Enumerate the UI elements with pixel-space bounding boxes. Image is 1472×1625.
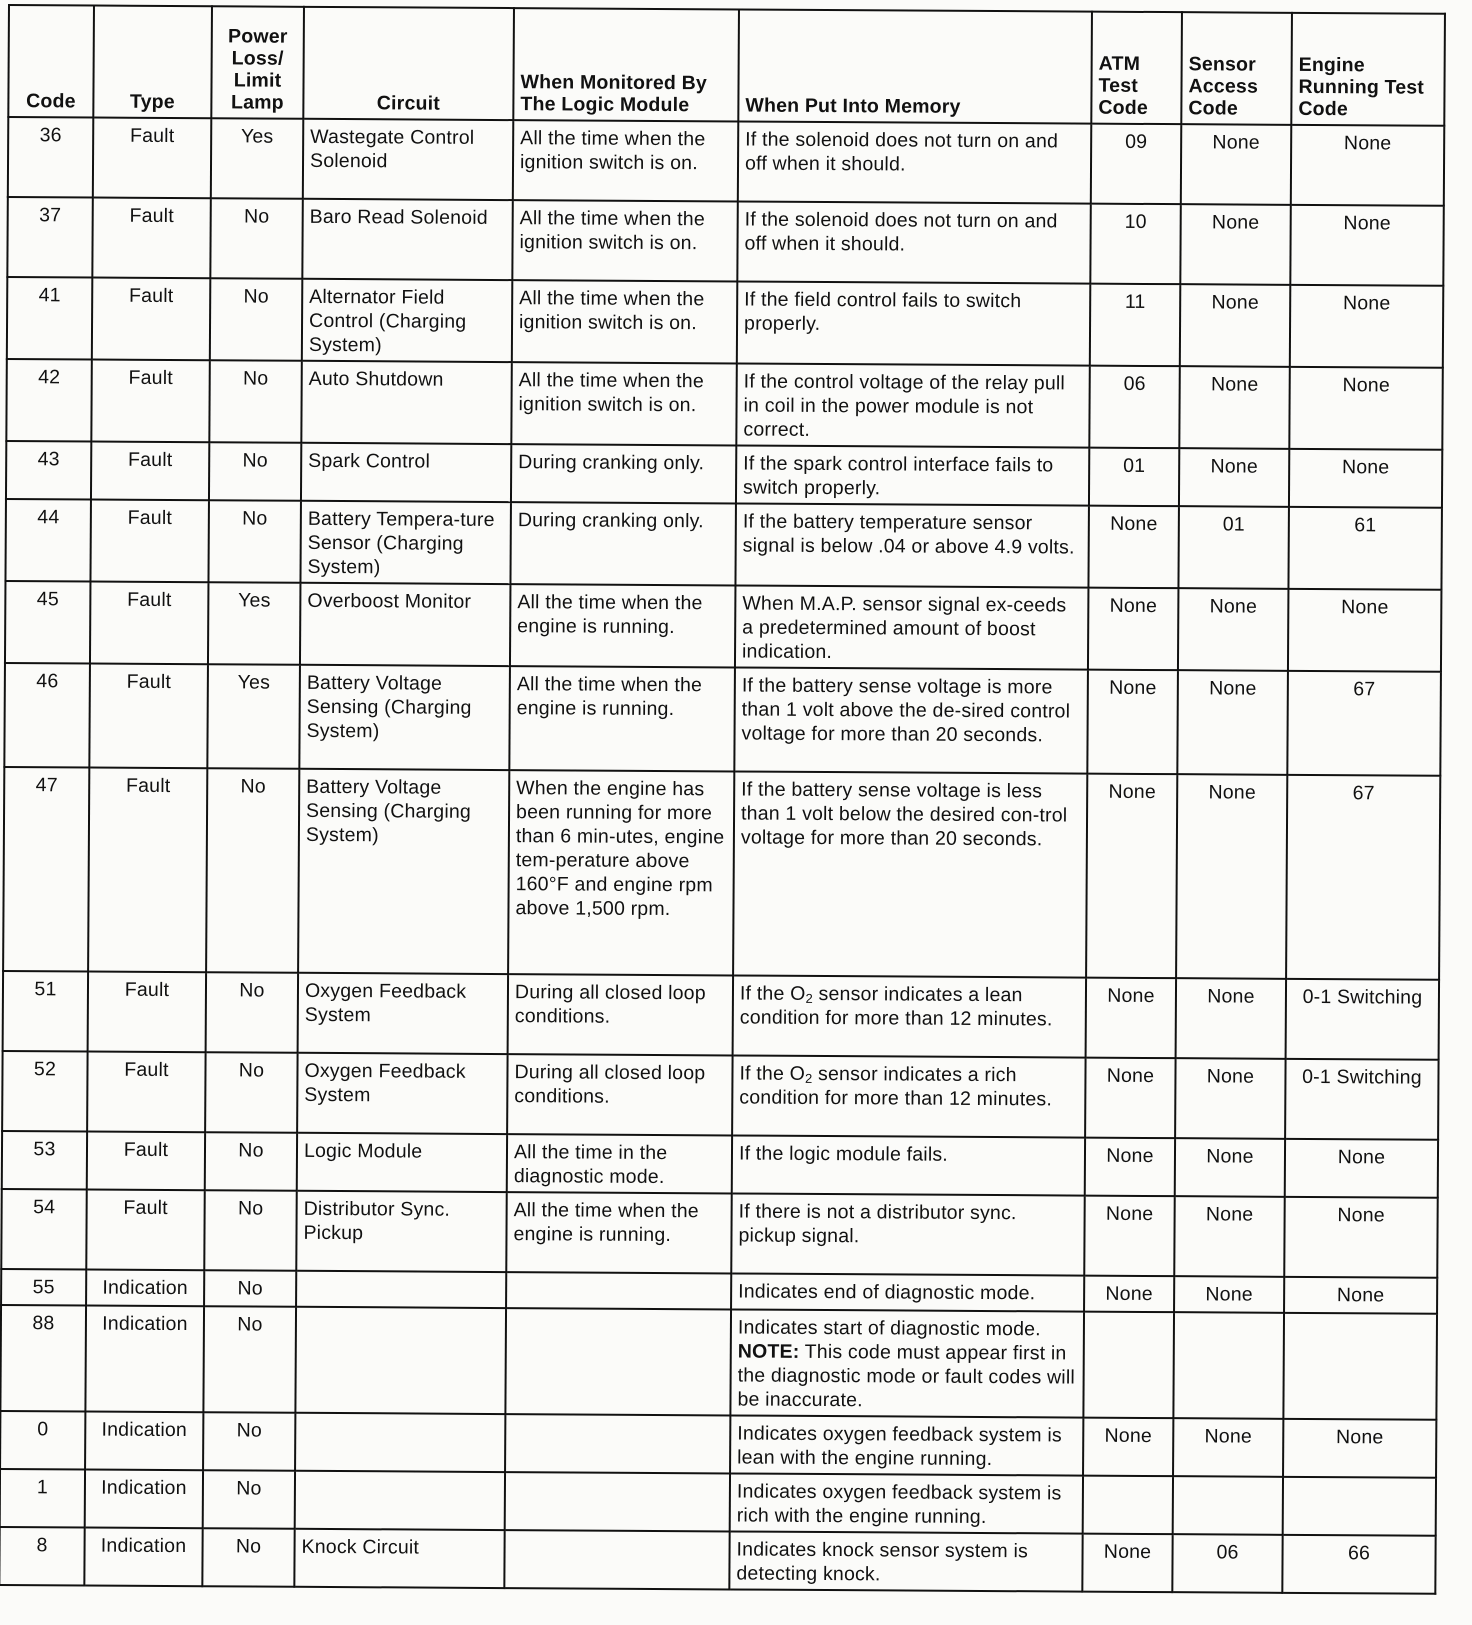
cell-lamp: No xyxy=(203,1470,295,1529)
cell-sensor: None xyxy=(1176,978,1286,1059)
cell-lamp: Yes xyxy=(207,664,300,769)
cell-lamp: No xyxy=(210,198,302,279)
cell-memory xyxy=(733,975,1086,1057)
cell-code: 43 xyxy=(6,441,91,500)
cell-sensor: None xyxy=(1174,1196,1284,1277)
cell-atm: None xyxy=(1082,1534,1172,1593)
cell-code: 54 xyxy=(1,1189,86,1270)
cell-monitored: During cranking only. xyxy=(511,444,736,503)
cell-lamp: Yes xyxy=(211,118,303,199)
cell-type: Indication xyxy=(84,1527,202,1586)
cell-engine xyxy=(1283,1313,1437,1420)
cell-circuit: Oxygen Feedback System xyxy=(298,973,508,1054)
cell-code: 36 xyxy=(8,117,93,198)
cell-circuit: Auto Shutdown xyxy=(301,361,511,444)
cell-engine xyxy=(1283,1477,1436,1536)
cell-atm: None xyxy=(1088,588,1178,671)
cell-memory: If the solenoid does not turn on and off when it should. xyxy=(738,121,1091,203)
cell-code: 0 xyxy=(0,1411,85,1470)
cell-atm: None xyxy=(1084,1196,1174,1277)
cell-engine: None xyxy=(1284,1277,1437,1314)
cell-circuit: Overboost Monitor xyxy=(300,583,510,666)
cell-sensor: 01 xyxy=(1178,506,1288,589)
cell-lamp: No xyxy=(204,1270,296,1307)
cell-engine: 0-1 Switching xyxy=(1285,1059,1438,1140)
cell-atm: 11 xyxy=(1090,284,1180,367)
cell-lamp: No xyxy=(203,1306,296,1413)
cell-engine: 67 xyxy=(1287,671,1441,776)
cell-type: Fault xyxy=(90,500,208,583)
header-type: Type xyxy=(93,6,212,119)
cell-memory: If the logic module fails. xyxy=(732,1135,1085,1195)
cell-engine: None xyxy=(1291,125,1444,206)
header-engine-running-test-code: Engine Running Test Code xyxy=(1291,13,1445,126)
cell-monitored: All the time in the diagnostic mode. xyxy=(507,1134,732,1193)
cell-circuit: Baro Read Solenoid xyxy=(302,199,512,280)
cell-type: Fault xyxy=(86,1190,204,1271)
cell-memory: When M.A.P. sensor signal ex-ceeds a predetermined amount of boost indication. xyxy=(735,585,1088,669)
cell-atm: None xyxy=(1086,774,1177,979)
cell-code: 47 xyxy=(3,767,89,972)
cell-monitored: All the time when the engine is running. xyxy=(506,1192,731,1273)
memory-subscript: 2 xyxy=(805,990,813,1006)
cell-engine: 67 xyxy=(1286,775,1440,980)
cell-type: Fault xyxy=(88,768,207,973)
cell-code: 52 xyxy=(2,1051,87,1132)
cell-lamp: No xyxy=(203,1412,295,1471)
cell-memory: Indicates knock sensor system is detecting knock. xyxy=(729,1531,1082,1591)
cell-memory xyxy=(732,1055,1085,1137)
cell-sensor: None xyxy=(1175,1058,1285,1139)
table-row xyxy=(6,441,1442,508)
header-when-monitored: When Monitored By The Logic Module xyxy=(513,8,739,121)
cell-code: 45 xyxy=(5,581,90,664)
table-row xyxy=(7,277,1443,368)
cell-circuit: Distributor Sync. Pickup xyxy=(296,1191,506,1272)
cell-lamp: No xyxy=(205,1052,297,1133)
cell-circuit xyxy=(295,1307,506,1414)
cell-code: 42 xyxy=(6,359,91,442)
cell-sensor xyxy=(1173,1312,1284,1419)
table-row xyxy=(3,971,1439,1060)
note-label: NOTE: xyxy=(737,1340,800,1363)
cell-monitored: All the time when the engine is running. xyxy=(509,666,735,771)
cell-memory: Indicates end of diagnostic mode. xyxy=(731,1273,1084,1311)
cell-lamp: No xyxy=(204,1190,296,1271)
cell-monitored xyxy=(505,1472,730,1531)
table-row xyxy=(0,1527,1436,1594)
cell-monitored: During all closed loop conditions. xyxy=(508,974,733,1055)
cell-atm: None xyxy=(1086,978,1176,1059)
cell-monitored: All the time when the ignition switch is on. xyxy=(512,200,737,281)
cell-atm: None xyxy=(1088,506,1178,589)
table-row xyxy=(2,1131,1438,1198)
cell-monitored xyxy=(506,1272,731,1309)
cell-circuit xyxy=(295,1471,505,1530)
cell-memory: If there is not a distributor sync. pickup signal. xyxy=(731,1193,1084,1275)
cell-code: 53 xyxy=(2,1131,87,1190)
fault-code-table-sheet xyxy=(0,4,1444,1625)
table-row xyxy=(8,117,1444,206)
header-power-loss-limit-lamp: Power Loss/ Limit Lamp xyxy=(211,6,304,119)
table-row xyxy=(0,1469,1436,1536)
cell-code: 37 xyxy=(7,197,92,278)
cell-circuit xyxy=(296,1271,506,1308)
cell-monitored: All the time when the ignition switch is on. xyxy=(513,120,738,201)
cell-type: Indication xyxy=(86,1270,204,1307)
cell-lamp: No xyxy=(206,768,299,973)
cell-type: Fault xyxy=(92,198,210,279)
cell-engine: None xyxy=(1285,1139,1438,1198)
cell-atm xyxy=(1083,1476,1173,1535)
cell-atm: 09 xyxy=(1091,124,1181,205)
cell-sensor: None xyxy=(1178,588,1288,671)
cell-code: 51 xyxy=(3,971,88,1052)
cell-monitored: During all closed loop conditions. xyxy=(507,1054,732,1135)
fault-code-table xyxy=(0,4,1446,1595)
cell-sensor: None xyxy=(1174,1276,1284,1313)
cell-atm: None xyxy=(1087,670,1178,775)
cell-type: Fault xyxy=(90,582,208,665)
cell-lamp: No xyxy=(208,500,300,583)
cell-circuit: Battery Voltage Sensing (Charging System) xyxy=(299,665,510,770)
cell-type: Fault xyxy=(87,1132,205,1191)
cell-type: Fault xyxy=(88,972,206,1053)
table-row xyxy=(3,767,1440,980)
header-circuit: Circuit xyxy=(303,7,514,120)
table-row xyxy=(2,1051,1438,1140)
cell-atm: None xyxy=(1083,1418,1173,1477)
cell-sensor: 06 xyxy=(1172,1534,1282,1593)
header-sensor-access-code: Sensor Access Code xyxy=(1181,12,1292,125)
cell-type: Fault xyxy=(91,442,209,501)
cell-code: 88 xyxy=(0,1305,86,1412)
table-row xyxy=(1,1189,1437,1278)
cell-lamp: No xyxy=(210,278,302,361)
cell-type: Indication xyxy=(85,1469,203,1528)
cell-sensor: None xyxy=(1175,1138,1285,1197)
cell-memory: If the battery sense voltage is more than 1 volt above the de-sired control voltage for more than 20 seconds. xyxy=(734,667,1088,773)
cell-type: Fault xyxy=(93,118,211,199)
cell-sensor: None xyxy=(1181,124,1291,205)
cell-sensor: None xyxy=(1176,774,1287,979)
cell-memory xyxy=(730,1309,1084,1417)
cell-atm: None xyxy=(1085,1138,1175,1197)
cell-type: Indication xyxy=(85,1411,203,1470)
cell-code: 44 xyxy=(5,499,90,582)
cell-lamp: No xyxy=(209,360,301,443)
cell-engine: None xyxy=(1288,589,1441,672)
cell-memory: If the battery sense voltage is less than 1 volt below the desired con-trol voltage for more than 20 seconds. xyxy=(733,771,1087,977)
cell-monitored: When the engine has been running for more than 6 min-utes, engine tem-perature above 160°F and engine rpm above 1,500 rpm. xyxy=(508,770,734,975)
cell-sensor: None xyxy=(1179,448,1289,507)
cell-monitored xyxy=(504,1530,729,1589)
cell-atm: 06 xyxy=(1089,366,1179,449)
cell-atm: None xyxy=(1084,1276,1174,1313)
cell-monitored: All the time when the ignition switch is on. xyxy=(511,362,736,445)
cell-type: Fault xyxy=(92,278,210,361)
cell-atm: 01 xyxy=(1089,448,1179,507)
table-row xyxy=(5,581,1441,672)
cell-memory: If the battery temperature sensor signal is below .04 or above 4.9 volts. xyxy=(735,503,1088,587)
cell-sensor: None xyxy=(1180,284,1290,367)
cell-engine: None xyxy=(1290,205,1443,286)
memory-text-b: This code must appear first in the diagnostic mode or fault codes will be inaccurate. xyxy=(737,1340,1076,1412)
cell-memory: Indicates oxygen feedback system is rich with the engine running. xyxy=(730,1473,1083,1533)
cell-engine: None xyxy=(1284,1197,1437,1278)
cell-atm: None xyxy=(1085,1058,1175,1139)
cell-circuit: Battery Voltage Sensing (Charging System) xyxy=(298,769,509,974)
cell-memory: If the solenoid does not turn on and off when it should. xyxy=(737,201,1090,283)
cell-sensor: None xyxy=(1173,1418,1283,1477)
table-row xyxy=(0,1305,1437,1420)
cell-circuit xyxy=(295,1413,505,1472)
header-row xyxy=(8,5,1445,126)
cell-circuit: Wastegate Control Solenoid xyxy=(303,119,513,200)
cell-sensor xyxy=(1173,1476,1283,1535)
memory-text-a: If the O xyxy=(739,1062,806,1085)
cell-sensor: None xyxy=(1180,204,1290,285)
cell-type: Fault xyxy=(91,360,209,443)
cell-circuit: Battery Tempera-ture Sensor (Charging System) xyxy=(300,501,510,584)
cell-sensor: None xyxy=(1179,366,1289,449)
cell-sensor: None xyxy=(1177,670,1288,775)
cell-code: 8 xyxy=(0,1527,85,1586)
table-row xyxy=(0,1411,1436,1478)
cell-circuit: Knock Circuit xyxy=(294,1529,504,1588)
header-when-put-into-memory: When Put Into Memory xyxy=(738,9,1092,123)
memory-text-b: sensor indicates a lean condition for more than 12 minutes. xyxy=(739,982,1053,1031)
cell-atm xyxy=(1083,1312,1174,1419)
cell-type: Fault xyxy=(89,664,208,769)
cell-memory: If the control voltage of the relay pull in coil in the power module is not correct. xyxy=(736,363,1089,447)
table-row xyxy=(4,663,1441,776)
cell-engine: None xyxy=(1289,449,1442,508)
cell-code: 41 xyxy=(7,277,92,360)
cell-engine: 0-1 Switching xyxy=(1286,979,1439,1060)
cell-monitored: All the time when the engine is running. xyxy=(510,584,735,667)
memory-text-a: Indicates start of diagnostic mode. xyxy=(737,1316,1041,1341)
table-row xyxy=(5,499,1441,590)
cell-circuit: Alternator Field Control (Charging System) xyxy=(302,279,512,362)
header-atm-test-code: ATM Test Code xyxy=(1091,12,1182,125)
cell-engine: 61 xyxy=(1288,507,1441,590)
cell-atm: 10 xyxy=(1090,204,1180,285)
cell-lamp: No xyxy=(206,972,298,1053)
cell-lamp: No xyxy=(205,1132,297,1191)
cell-monitored xyxy=(505,1414,730,1473)
cell-memory: If the spark control interface fails to switch properly. xyxy=(736,445,1089,505)
cell-code: 1 xyxy=(0,1469,85,1528)
cell-code: 46 xyxy=(4,663,90,768)
cell-type: Indication xyxy=(85,1306,204,1413)
table-row xyxy=(6,359,1442,450)
cell-engine: None xyxy=(1283,1419,1436,1478)
cell-monitored: All the time when the ignition switch is on. xyxy=(512,280,737,363)
cell-lamp: No xyxy=(202,1528,294,1587)
cell-lamp: No xyxy=(209,442,301,501)
memory-text-a: If the O xyxy=(739,982,806,1005)
memory-text-b: sensor indicates a rich condition for more than 12 minutes. xyxy=(739,1062,1053,1111)
header-code: Code xyxy=(8,5,94,118)
cell-engine: None xyxy=(1289,367,1442,450)
table-row xyxy=(7,197,1443,286)
cell-monitored xyxy=(505,1308,731,1415)
cell-code: 55 xyxy=(1,1269,86,1306)
cell-lamp: Yes xyxy=(208,582,300,665)
cell-circuit: Spark Control xyxy=(301,443,511,502)
cell-memory: If the field control fails to switch properly. xyxy=(737,281,1090,365)
cell-type: Fault xyxy=(87,1052,205,1133)
cell-engine: None xyxy=(1290,285,1443,368)
cell-circuit: Logic Module xyxy=(297,1133,507,1192)
cell-monitored: During cranking only. xyxy=(510,502,735,585)
memory-subscript: 2 xyxy=(804,1070,813,1086)
cell-memory: Indicates oxygen feedback system is lean with the engine running. xyxy=(730,1415,1083,1475)
cell-circuit: Oxygen Feedback System xyxy=(297,1053,507,1134)
cell-engine: 66 xyxy=(1282,1535,1435,1594)
